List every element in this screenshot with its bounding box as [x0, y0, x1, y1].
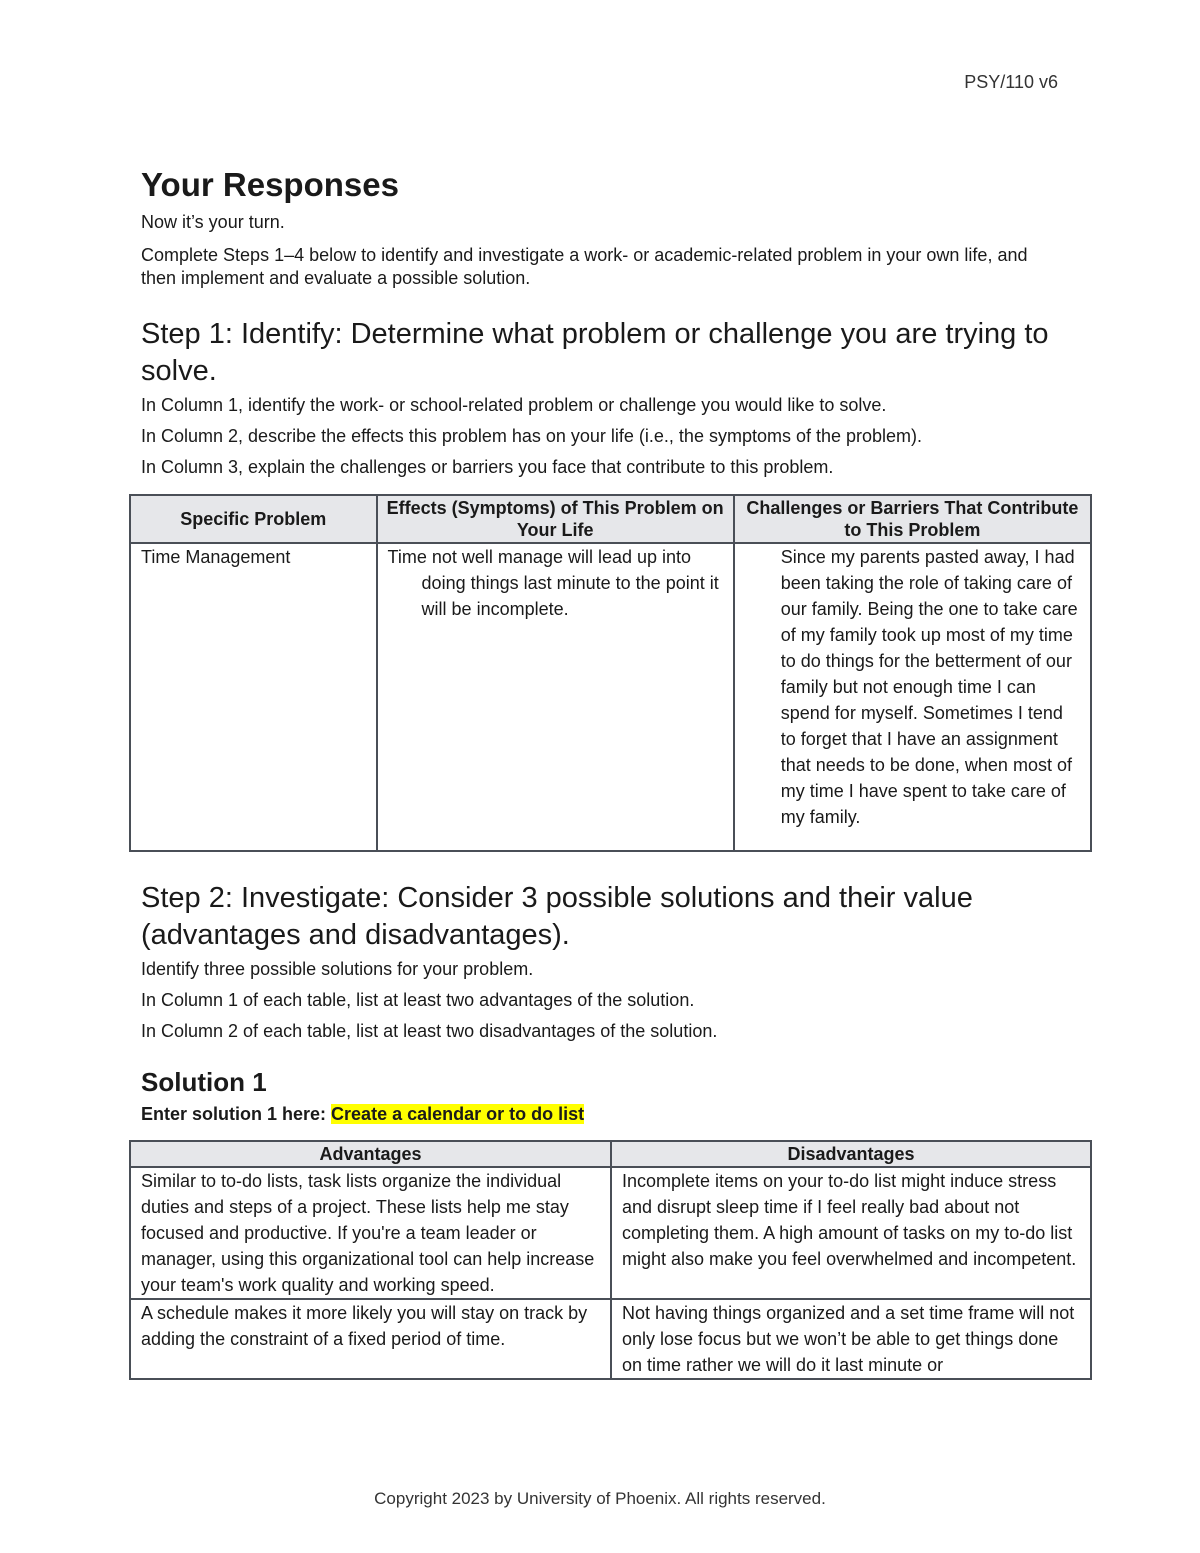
page-title: Your Responses [141, 166, 399, 203]
header-disadvantages: Disadvantages [611, 1141, 1091, 1167]
table-row [130, 1167, 1091, 1299]
intro-paragraph-1: Now it’s your turn. [141, 212, 285, 232]
step1-instruction-3: In Column 3, explain the challenges or barriers you face that contribute to this problem. [141, 457, 834, 477]
header-challenges: Challenges or Barriers That Contribute to This Problem [734, 495, 1091, 543]
cell-disadvantage-2[interactable]: Not having things organized and a set time frame will not only lose focus but we won’t be able to get things done on time rather we will do it last minute or [611, 1299, 1091, 1379]
solution1-enter-label: Enter solution 1 here: [141, 1104, 327, 1124]
step2-instruction-2: In Column 1 of each table, list at least two advantages of the solution. [141, 990, 695, 1010]
table-header-row [130, 1141, 1091, 1167]
cell-advantage-1[interactable]: Similar to to-do lists, task lists organize the individual duties and steps of a project. These lists help me stay focused and productive. If you're a team leader or manager, using this organizational tool can help increase your team's work quality and working speed. [130, 1167, 611, 1299]
step1-heading: Step 1: Identify: Determine what problem or challenge you are trying to solve. [141, 318, 1049, 387]
cell-text: Time Management [141, 547, 291, 567]
cell-disadvantage-1[interactable]: Incomplete items on your to-do list might induce stress and disrupt sleep time if I feel really bad about not completing them. A high amount of tasks on my to-do list might also make you feel overwhelmed and incompetent. [611, 1167, 1091, 1299]
course-code: PSY/110 v6 [964, 72, 1058, 92]
solution1-table [129, 1140, 1092, 1380]
solution1-heading: Solution 1 [141, 1067, 267, 1097]
step2-heading: Step 2: Investigate: Consider 3 possible solutions and their value (advantages and disadvantages). [141, 882, 973, 951]
solution1-entry-line [141, 1101, 1081, 1127]
table-header-row [130, 495, 1091, 543]
copyright-footer: Copyright 2023 by University of Phoenix. All rights reserved. [374, 1489, 826, 1508]
cell-challenges[interactable] [734, 543, 1091, 851]
cell-text: Time not well manage will lead up into doing things last minute to the point it will be incomplete. [387, 547, 719, 619]
table-row [130, 1299, 1091, 1379]
solution1-text[interactable]: Create a calendar or to do list [331, 1104, 585, 1124]
intro-paragraph-2: Complete Steps 1–4 below to identify and investigate a work- or academic-related problem in your own life, and then implement and evaluate a possible solution. [141, 245, 1028, 288]
table-row [130, 543, 1091, 851]
header-advantages: Advantages [130, 1141, 611, 1167]
step1-instruction-1: In Column 1, identify the work- or school-related problem or challenge you would like to solve. [141, 395, 887, 415]
step1-table [129, 494, 1092, 852]
cell-effects[interactable] [377, 543, 734, 851]
cell-advantage-2[interactable]: A schedule makes it more likely you will stay on track by adding the constraint of a fixed period of time. [130, 1299, 611, 1379]
cell-specific-problem[interactable] [130, 543, 377, 851]
step1-instruction-2: In Column 2, describe the effects this problem has on your life (i.e., the symptoms of the problem). [141, 426, 923, 446]
header-specific-problem: Specific Problem [130, 495, 377, 543]
step2-instruction-1: Identify three possible solutions for your problem. [141, 959, 534, 979]
header-effects: Effects (Symptoms) of This Problem on Your Life [377, 495, 734, 543]
intro-section [141, 165, 1061, 479]
step2-instruction-3: In Column 2 of each table, list at least two disadvantages of the solution. [141, 1021, 718, 1041]
step2-section [141, 880, 1081, 1127]
cell-text: Since my parents pasted away, I had been taking the role of taking care of our family. Being the one to take care of my family took up most of my time to do things for the betterment of our family but not enough time I can spend for myself. Sometimes I tend to forget that I have an assignment that needs to be done, when most of my time I have spent to take care of my family. [780, 547, 1078, 827]
